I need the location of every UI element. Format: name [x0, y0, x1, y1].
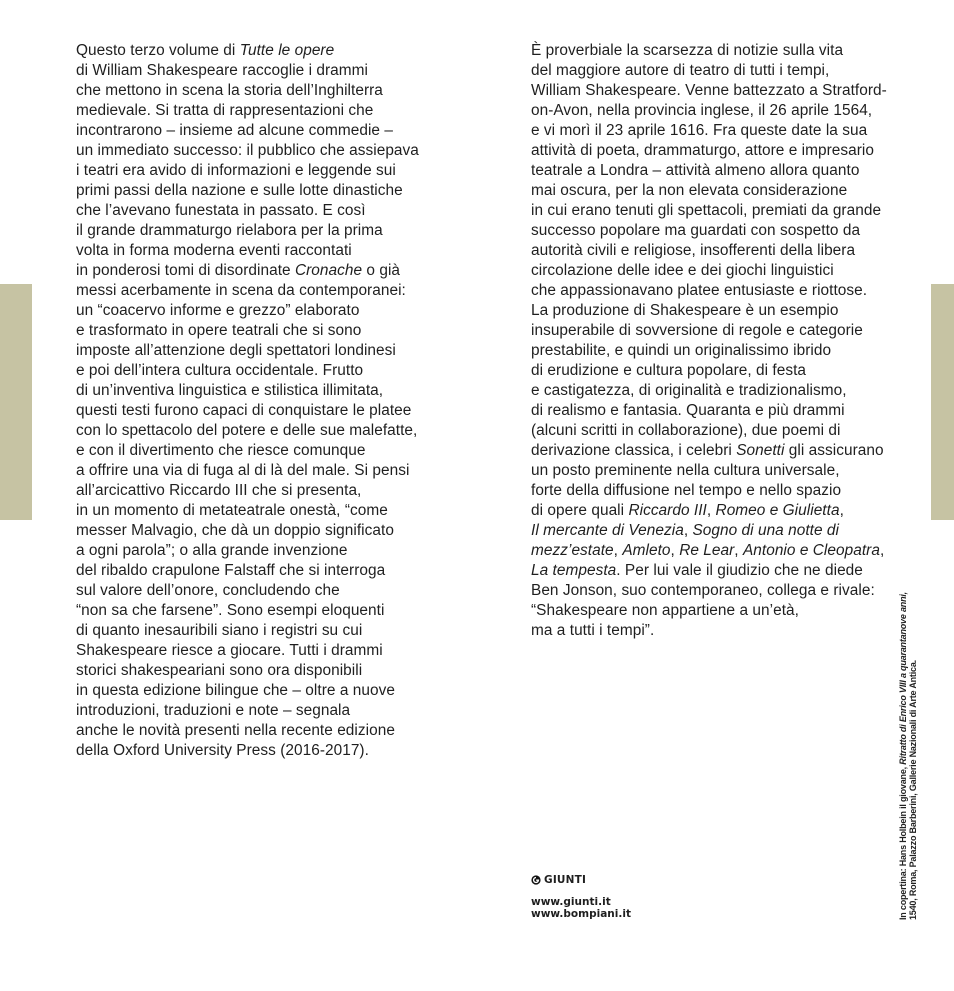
text-line: in un momento di metateatrale onestà, “come: [76, 502, 388, 519]
text-line: e poi dell’intera cultura occidentale. Frutto: [76, 362, 364, 379]
text-line: in questa edizione bilingue che – oltre a nuove: [76, 682, 395, 699]
text-line: il grande drammaturgo rielabora per la prima: [76, 222, 383, 239]
credit-line-1: In copertina: Hans Holbein il giovane, Ritratto di Enrico VIII a quarantanove anni,: [898, 592, 908, 920]
text-line: del ribaldo crapulone Falstaff che si interroga: [76, 562, 386, 579]
right-text-column: [531, 41, 896, 641]
text-line: medievale. Si tratta di rappresentazioni che: [76, 102, 374, 119]
text-line: sul valore dell’onore, concludendo che: [76, 582, 340, 599]
cover-credit: [898, 592, 918, 920]
text-line: successo popolare ma guardati con sospetto da: [531, 222, 861, 239]
text-line: autorità civili e religiose, insofferenti della libera: [531, 242, 856, 259]
text-line: che appassionavano platee entusiaste e riottose.: [531, 282, 868, 299]
text-line: “non sa che farsene”. Sono esempi eloquenti: [76, 602, 385, 619]
text-line: Ben Jonson, suo contemporaneo, collega e rivale:: [531, 582, 875, 599]
link-bompiani[interactable]: www.bompiani.it: [531, 908, 631, 920]
text-line: William Shakespeare. Venne battezzato a Stratford-: [531, 82, 887, 99]
text-line: della Oxford University Press (2016-2017).: [76, 742, 369, 759]
text-line: in cui erano tenuti gli spettacoli, premiati da grande: [531, 202, 882, 219]
text-line: introduzioni, traduzioni e note – segnala: [76, 702, 351, 719]
text-line: on-Avon, nella provincia inglese, il 26 aprile 1564,: [531, 102, 873, 119]
left-text-column: [76, 41, 426, 761]
text-line: “Shakespeare non appartiene a un’età,: [531, 602, 799, 619]
text-line: primi passi della nazione e sulle lotte dinastiche: [76, 182, 403, 199]
link-giunti[interactable]: www.giunti.it: [531, 896, 611, 908]
text-line: Questo terzo volume di Tutte le opere: [76, 42, 335, 59]
text-line: un posto preminente nella cultura universale,: [531, 462, 840, 479]
text-line: a offrire una via di fuga al di là del male. Si pensi: [76, 462, 410, 479]
text-line: che mettono in scena la storia dell’Inghilterra: [76, 82, 383, 99]
text-line: imposte all’attenzione degli spettatori londinesi: [76, 342, 396, 359]
text-line: di erudizione e cultura popolare, di festa: [531, 362, 807, 379]
text-line: a ogni parola”; o alla grande invenzione: [76, 542, 348, 559]
text-line: e con il divertimento che riesce comunque: [76, 442, 366, 459]
text-line: Il mercante di Venezia, Sogno di una notte di: [531, 522, 839, 539]
text-line: e vi morì il 23 aprile 1616. Fra queste date la sua: [531, 122, 868, 139]
brand-name: GIUNTI: [544, 874, 587, 886]
text-line: incontrarono – insieme ad alcune commedie –: [76, 122, 393, 139]
text-line: che l’avevano funestata in passato. E così: [76, 202, 366, 219]
text-line: La produzione di Shakespeare è un esempio: [531, 302, 839, 319]
text-line: con lo spettacolo del potere e delle sue malefatte,: [76, 422, 418, 439]
text-line: circolazione delle idee e dei giochi linguistici: [531, 262, 834, 279]
publisher-block: [531, 874, 631, 920]
giunti-g-logo-icon: [531, 875, 541, 885]
text-line: i teatri era avido di informazioni e leggende sui: [76, 162, 396, 179]
text-line: mai oscura, per la non elevata considerazione: [531, 182, 848, 199]
text-line: di opere quali Riccardo III, Romeo e Giulietta,: [531, 502, 844, 519]
text-line: (alcuni scritti in collaborazione), due poemi di: [531, 422, 841, 439]
text-line: messer Malvagio, che dà un doppio significato: [76, 522, 394, 539]
text-line: insuperabile di sovversione di regole e categorie: [531, 322, 863, 339]
text-line: ma a tutti i tempi”.: [531, 622, 655, 639]
text-line: volta in forma moderna eventi raccontati: [76, 242, 352, 259]
text-line: prestabilite, e quindi un originalissimo ibrido: [531, 342, 832, 359]
text-line: forte della diffusione nel tempo e nello spazio: [531, 482, 842, 499]
text-line: È proverbiale la scarsezza di notizie sulla vita: [531, 42, 844, 59]
text-line: attività di poeta, drammaturgo, attore e impresario: [531, 142, 875, 159]
text-line: e castigatezza, di originalità e tradizionalismo,: [531, 382, 847, 399]
text-line: questi testi furono capaci di conquistare le platee: [76, 402, 412, 419]
text-line: derivazione classica, i celebri Sonetti gli assicurano: [531, 442, 884, 459]
text-line: un immediato successo: il pubblico che assiepava: [76, 142, 419, 159]
right-side-tab: [931, 284, 954, 520]
text-line: all’arcicattivo Riccardo III che si presenta,: [76, 482, 362, 499]
text-line: teatrale a Londra – attività almeno allora quanto: [531, 162, 860, 179]
text-line: anche le novità presenti nella recente edizione: [76, 722, 395, 739]
text-line: Shakespeare riesce a giocare. Tutti i drammi: [76, 642, 383, 659]
text-line: di un’inventiva linguistica e stilistica illimitata,: [76, 382, 384, 399]
text-line: mezz’estate, Amleto, Re Lear, Antonio e Cleopatra,: [531, 542, 885, 559]
text-line: di realismo e fantasia. Quaranta e più drammi: [531, 402, 845, 419]
text-line: storici shakespeariani sono ora disponibili: [76, 662, 363, 679]
credit-line-2: 1540, Roma, Palazzo Barberini, Gallerie Nazionali di Arte Antica.: [908, 660, 918, 920]
text-line: messi acerbamente in scena da contemporanei:: [76, 282, 406, 299]
publisher-brand: [531, 874, 631, 886]
text-line: di William Shakespeare raccoglie i drammi: [76, 62, 369, 79]
text-line: La tempesta. Per lui vale il giudizio che ne diede: [531, 562, 863, 579]
text-line: in ponderosi tomi di disordinate Cronache o già: [76, 262, 401, 279]
left-side-tab: [0, 284, 32, 520]
text-line: di quanto inesauribili siano i registri su cui: [76, 622, 363, 639]
text-line: e trasformato in opere teatrali che si sono: [76, 322, 362, 339]
publisher-links: [531, 896, 631, 920]
text-line: del maggiore autore di teatro di tutti i tempi,: [531, 62, 830, 79]
text-line: un “coacervo informe e grezzo” elaborato: [76, 302, 360, 319]
